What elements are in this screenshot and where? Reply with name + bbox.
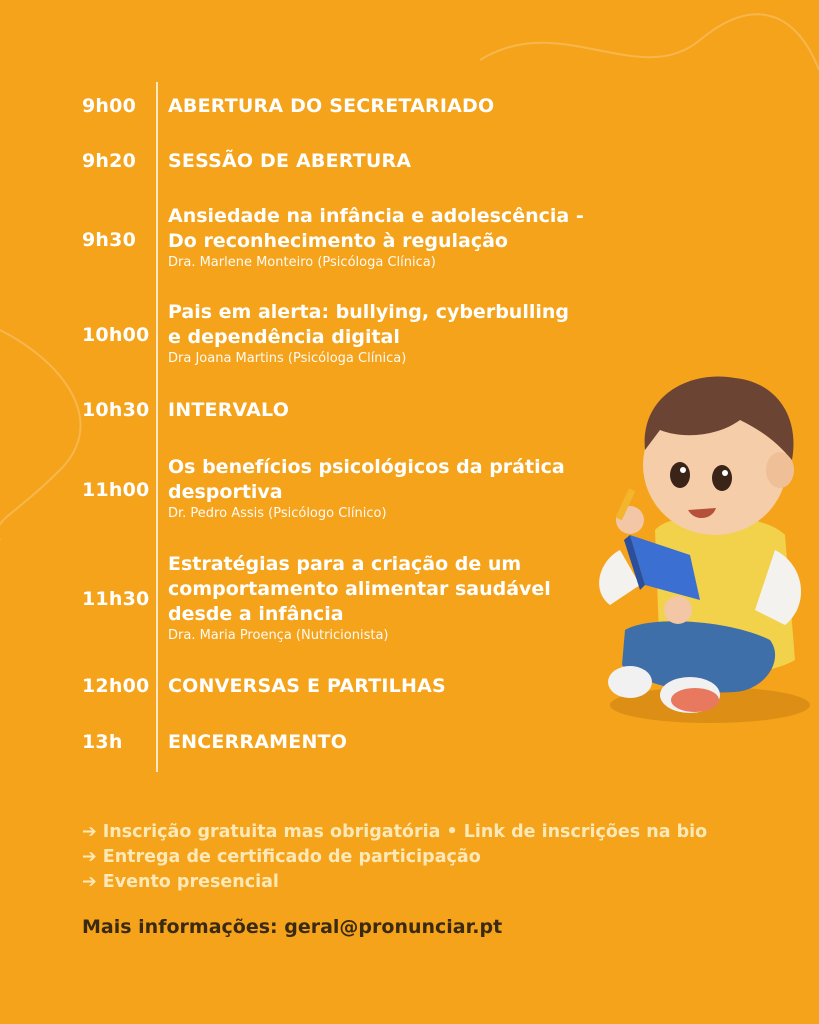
note-registration: ➔ Inscrição gratuita mas obrigatória • Link de inscrições na bio <box>82 822 708 842</box>
schedule-title: Estratégias para a criação de um <box>168 553 522 575</box>
boy-reading-book-icon <box>560 360 819 740</box>
timeline-divider <box>156 82 158 772</box>
schedule-title: e dependência digital <box>168 326 400 348</box>
schedule-time: 10h00 <box>82 324 150 346</box>
schedule-title: SESSÃO DE ABERTURA <box>168 150 412 172</box>
schedule-title: CONVERSAS E PARTILHAS <box>168 675 446 697</box>
schedule-title: ABERTURA DO SECRETARIADO <box>168 95 495 117</box>
schedule-time: 10h30 <box>82 399 150 421</box>
schedule-title: INTERVALO <box>168 399 290 421</box>
schedule-time: 13h <box>82 731 123 753</box>
schedule-time: 9h30 <box>82 229 136 251</box>
schedule-title: Do reconhecimento à regulação <box>168 230 508 252</box>
schedule-time: 11h00 <box>82 479 150 501</box>
schedule-time: 12h00 <box>82 675 150 697</box>
schedule-time: 9h00 <box>82 95 136 117</box>
schedule-speaker: Dr. Pedro Assis (Psicólogo Clínico) <box>168 506 387 521</box>
schedule-title: Ansiedade na infância e adolescência - <box>168 205 584 227</box>
schedule-time: 9h20 <box>82 150 136 172</box>
schedule-title: Os benefícios psicológicos da prática <box>168 456 565 478</box>
note-in-person: ➔ Evento presencial <box>82 872 279 892</box>
schedule-title: Pais em alerta: bullying, cyberbulling <box>168 301 569 323</box>
schedule-speaker: Dra. Maria Proença (Nutricionista) <box>168 628 389 643</box>
schedule-title: comportamento alimentar saudável <box>168 578 551 600</box>
schedule-title: ENCERRAMENTO <box>168 731 348 753</box>
contact-info: Mais informações: geral@pronunciar.pt <box>82 916 503 938</box>
event-notes <box>82 820 782 895</box>
note-certificate: ➔ Entrega de certificado de participação <box>82 847 481 867</box>
schedule-speaker: Dra. Marlene Monteiro (Psicóloga Clínica) <box>168 255 436 270</box>
schedule-title: desde a infância <box>168 603 344 625</box>
schedule-speaker: Dra Joana Martins (Psicóloga Clínica) <box>168 351 407 366</box>
schedule-title: desportiva <box>168 481 283 503</box>
schedule-time: 11h30 <box>82 588 150 610</box>
